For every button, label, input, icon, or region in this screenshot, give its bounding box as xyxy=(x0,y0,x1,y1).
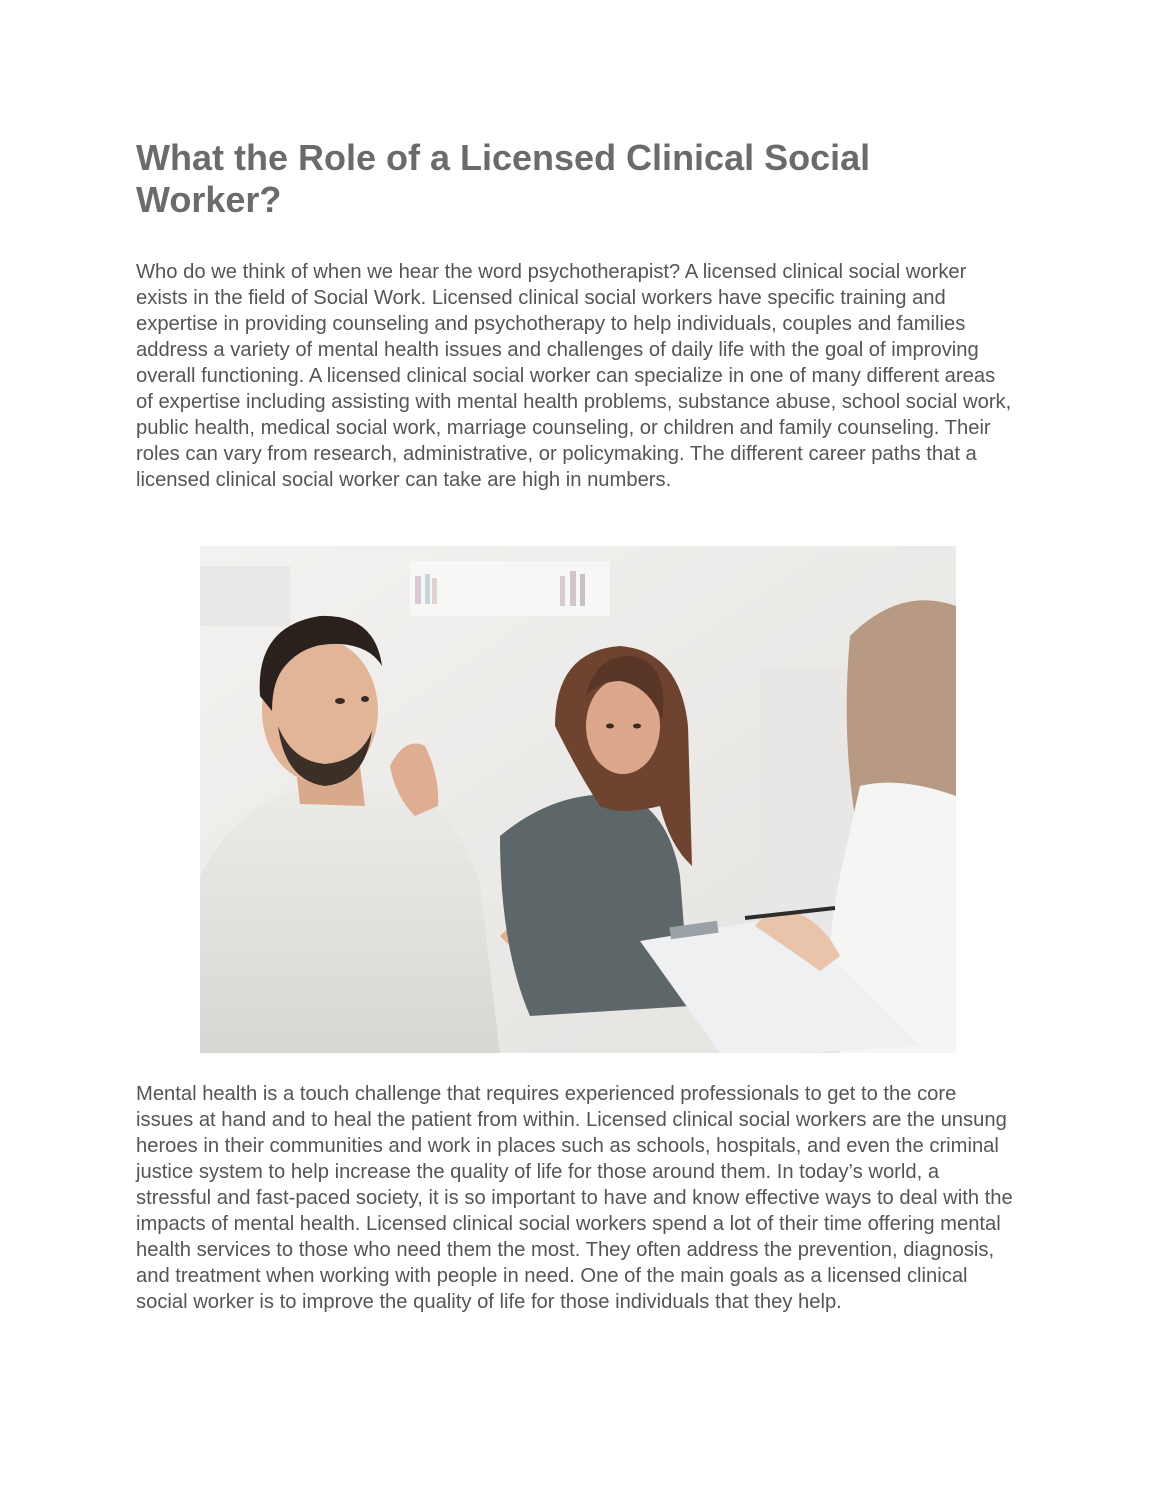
counseling-session-photo xyxy=(200,546,956,1053)
mental-health-paragraph: Mental health is a touch challenge that requires experienced professionals to get to the core issues at hand and to heal the patient from within. Licensed clinical social workers are the unsung heroes in their communities and work in places such as schools, hospitals, and even the criminal justice system to help increase the quality of life for those around them. In today’s world, a stressful and fast-paced society, it is so important to have and know effective ways to deal with the impacts of mental health. Licensed clinical social workers spend a lot of their time offering mental health services to those who need them the most. They often address the prevention, diagnosis, and treatment when working with people in need. One of the main goals as a licensed clinical social worker is to improve the quality of life for those individuals that they help. xyxy=(136,1083,1013,1313)
intro-paragraph: Who do we think of when we hear the word psychotherapist? A licensed clinical social worker exists in the field of Social Work. Licensed clinical social workers have specific training and expertise in providing counseling and psychotherapy to help individuals, couples and families address a variety of mental health issues and challenges of daily life with the goal of improving overall functioning. A licensed clinical social worker can specialize in one of many different areas of expertise including assisting with mental health problems, substance abuse, school social work, public health, medical social work, marriage counseling, or children and family counseling. Their roles can vary from research, administrative, or policymaking. The different career paths that a licensed clinical social worker can take are high in numbers. xyxy=(136,261,1012,491)
article-title: What the Role of a Licensed Clinical Social Worker? xyxy=(136,137,871,220)
